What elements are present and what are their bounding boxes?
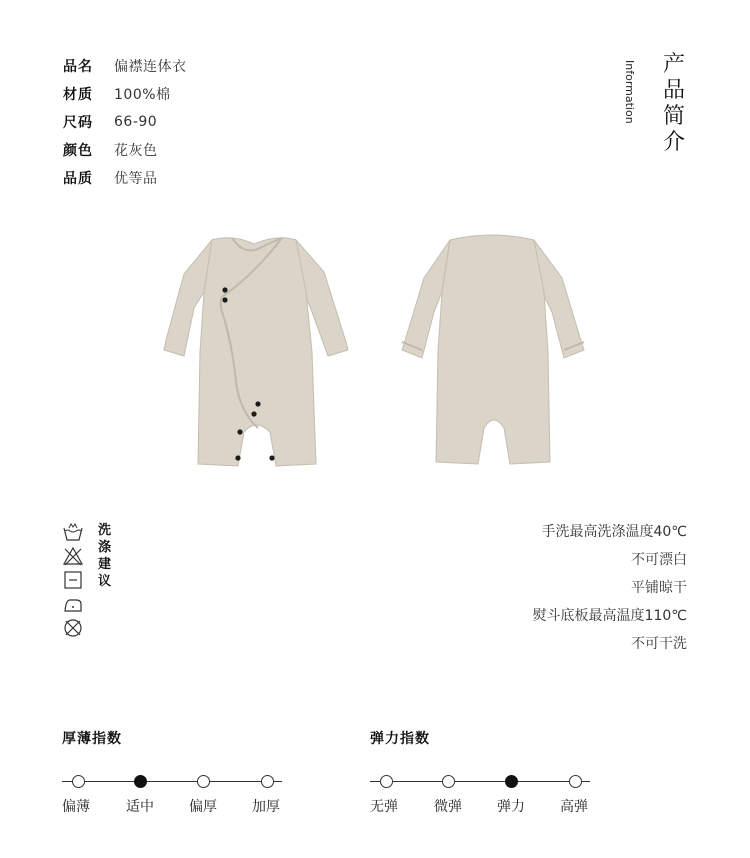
- thickness-label: 适中: [126, 799, 154, 815]
- elasticity-index: [370, 728, 610, 816]
- thickness-dot: [261, 775, 274, 788]
- info-row-size: [63, 108, 187, 136]
- title-char: 介: [662, 130, 685, 155]
- info-label: 尺码: [63, 115, 93, 131]
- care-icons: [62, 522, 86, 642]
- info-row-material: [63, 80, 187, 108]
- romper-back-body: [402, 235, 584, 464]
- care-item: 不可漂白: [631, 552, 687, 568]
- elasticity-scale: [370, 772, 590, 792]
- title-chinese: [660, 52, 688, 156]
- thickness-index-title: 厚薄指数: [62, 731, 122, 747]
- thickness-dot: [72, 775, 85, 788]
- elasticity-label: 弹力: [497, 799, 525, 815]
- info-label: 材质: [63, 87, 93, 103]
- care-heading-char: 涤: [98, 540, 112, 555]
- no-bleach-icon: [62, 546, 84, 566]
- info-label: 品质: [63, 171, 93, 187]
- title-char: 产: [662, 52, 685, 77]
- hand-wash-icon: [62, 522, 84, 542]
- info-row-color: [63, 136, 187, 164]
- thickness-dot: [197, 775, 210, 788]
- romper-back-image: [398, 232, 590, 472]
- care-heading-char: 建: [98, 557, 112, 572]
- care-item: 手洗最高洗涤温度40℃: [541, 524, 687, 540]
- info-label: 品名: [63, 59, 93, 75]
- title-char: 简: [662, 104, 685, 129]
- romper-front-body: [164, 238, 348, 466]
- elasticity-labels: [370, 796, 610, 816]
- info-value: 100%棉: [114, 87, 171, 103]
- elasticity-label: 无弹: [370, 799, 398, 815]
- thickness-dot: [134, 775, 147, 788]
- info-value: 优等品: [114, 171, 158, 187]
- title-char: 品: [662, 78, 685, 103]
- elasticity-label: 高弹: [560, 799, 588, 815]
- care-heading-char: 洗: [98, 523, 112, 538]
- care-item: 平铺晾干: [631, 580, 687, 596]
- thickness-scale: [62, 772, 282, 792]
- iron-medium-icon: [62, 594, 84, 614]
- no-dry-clean-icon: [62, 618, 84, 638]
- product-info-table: [63, 52, 187, 192]
- elasticity-dot: [442, 775, 455, 788]
- title-english: Information: [623, 60, 636, 124]
- scale-line: [370, 781, 590, 782]
- info-label: 颜色: [63, 143, 93, 159]
- dry-flat-icon: [62, 570, 84, 590]
- thickness-label: 加厚: [252, 799, 280, 815]
- thickness-index: [62, 728, 302, 816]
- care-instructions: [533, 518, 687, 658]
- info-value: 偏襟连体衣: [114, 59, 187, 75]
- scale-line: [62, 781, 282, 782]
- elasticity-dot: [505, 775, 518, 788]
- thickness-labels: [62, 796, 302, 816]
- romper-front-image: [160, 232, 352, 472]
- elasticity-dot: [380, 775, 393, 788]
- care-heading: [98, 522, 114, 590]
- info-row-quality: [63, 164, 187, 192]
- info-value: 66-90: [114, 114, 158, 130]
- elasticity-index-title: 弹力指数: [370, 731, 430, 747]
- thickness-label: 偏厚: [189, 799, 217, 815]
- info-row-name: [63, 52, 187, 80]
- elasticity-dot: [569, 775, 582, 788]
- care-item: 熨斗底板最高温度110℃: [532, 608, 687, 624]
- info-value: 花灰色: [114, 143, 158, 159]
- care-item: 不可干洗: [631, 636, 687, 652]
- elasticity-label: 微弹: [434, 799, 462, 815]
- care-heading-char: 议: [98, 574, 112, 589]
- thickness-label: 偏薄: [62, 799, 90, 815]
